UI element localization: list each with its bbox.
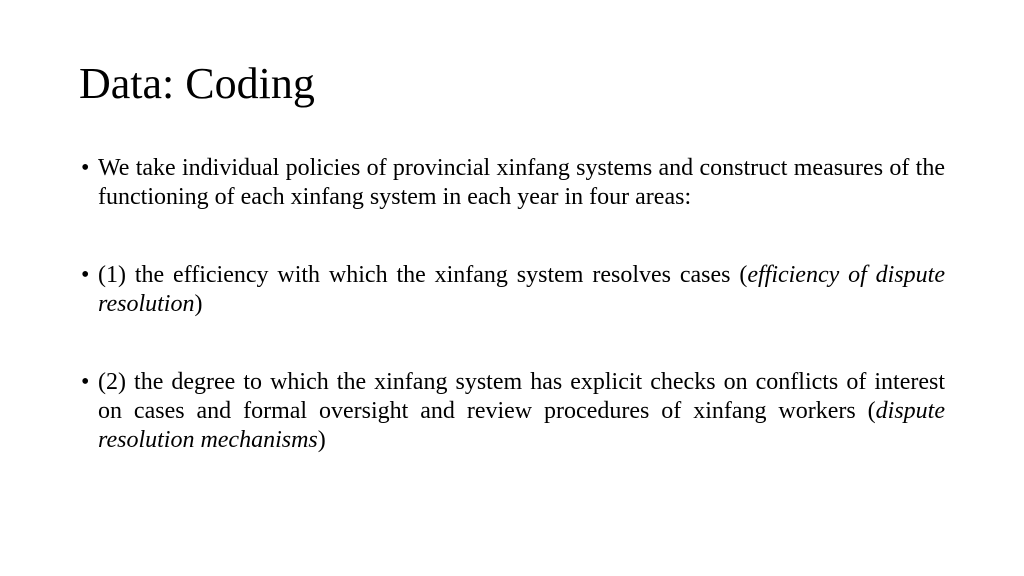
bullet-text-end: ) bbox=[194, 291, 203, 317]
bullet-emphasis: dispute resolution mechanisms bbox=[98, 398, 945, 453]
bullet-item-coding-areas bbox=[79, 154, 945, 212]
bullet-text-end: ) bbox=[317, 427, 326, 453]
bullet-text: (2) the degree to which the xinfang system has explicit checks on conflicts of interest on cases and formal oversight and review procedures of xinfang workers ( bbox=[98, 369, 945, 424]
bullet-text: We take individual policies of provincial xinfang systems and construct measures of the functioning of each xinfang system in each year in four areas: bbox=[98, 155, 945, 210]
slide-title: Data: Coding bbox=[79, 59, 315, 108]
bullet-text: (1) the efficiency with which the xinfang system resolves cases ( bbox=[98, 262, 748, 288]
bullet-item-efficiency bbox=[79, 261, 945, 319]
bullet-dot-icon: • bbox=[81, 262, 90, 288]
bullet-dot-icon: • bbox=[81, 155, 90, 181]
bullet-dot-icon: • bbox=[81, 369, 90, 395]
bullet-list bbox=[79, 154, 945, 455]
bullet-item-mechanisms bbox=[79, 368, 945, 455]
bullet-emphasis: efficiency of dispute resolution bbox=[98, 262, 945, 317]
